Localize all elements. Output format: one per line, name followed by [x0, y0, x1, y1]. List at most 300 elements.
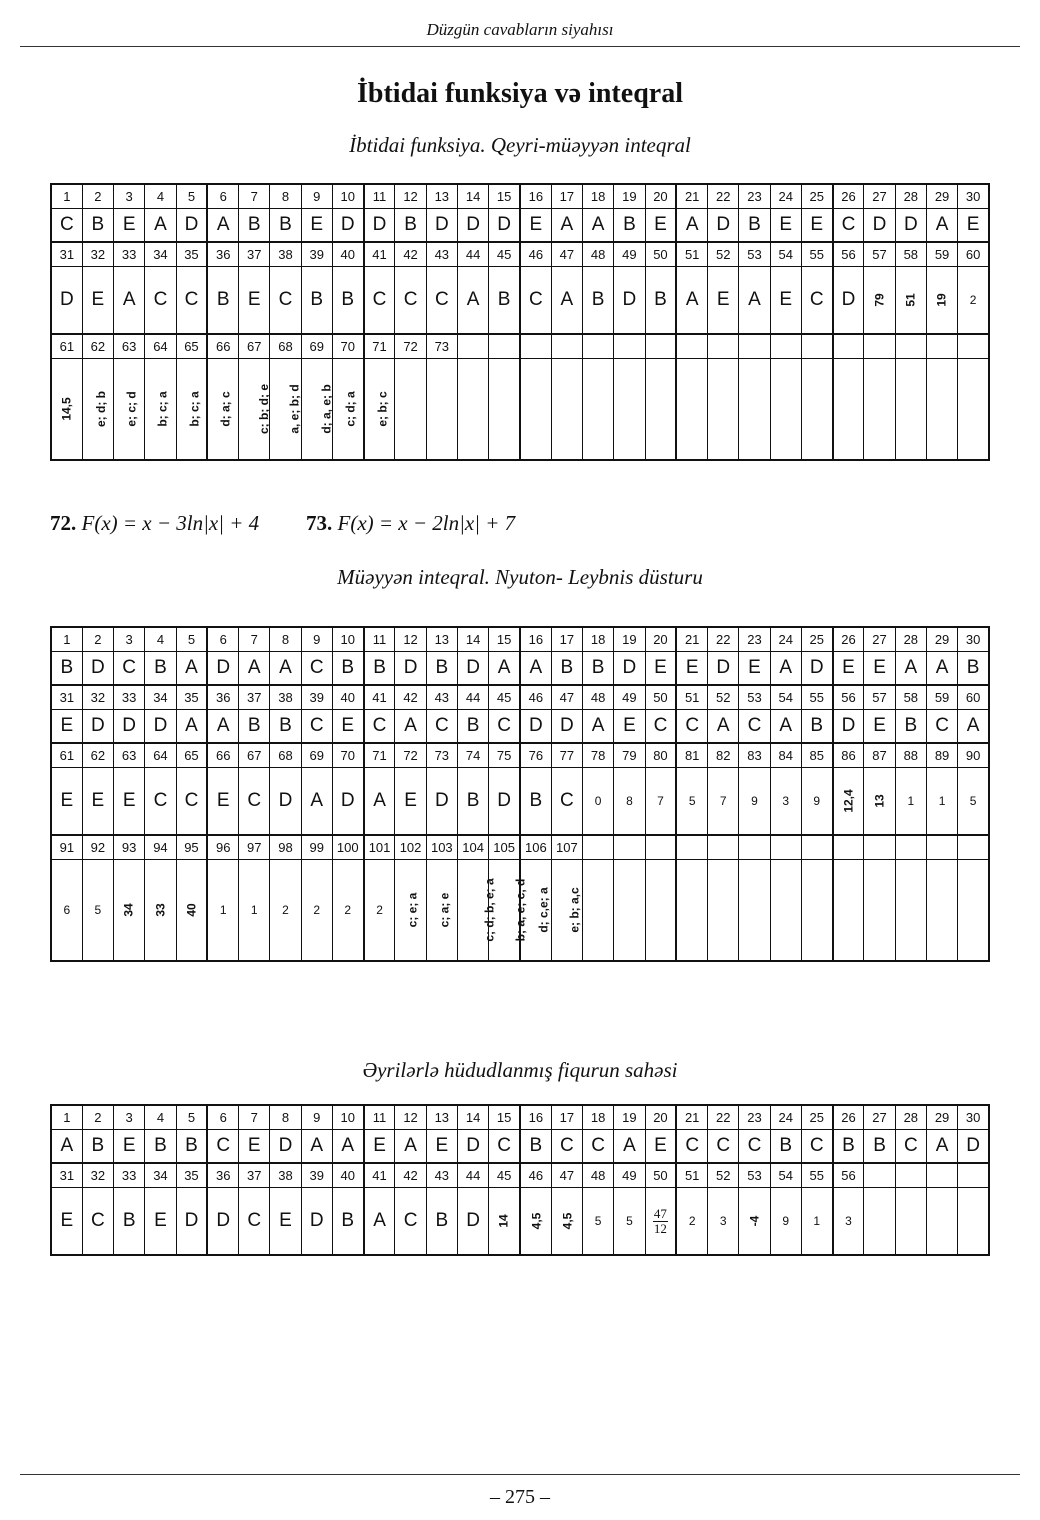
question-number-cell: 33 [114, 1163, 145, 1188]
answer-cell: C [82, 1188, 113, 1256]
answer-cell: D [364, 209, 395, 243]
number-row [51, 743, 989, 768]
answer-cell: B [958, 652, 989, 686]
question-number-cell: 107 [551, 835, 582, 860]
answer-cell: B [551, 652, 582, 686]
answer-cell: E [207, 768, 238, 836]
answer-cell: C [833, 209, 864, 243]
question-number-cell: 2 [82, 627, 113, 652]
number-row [51, 1163, 989, 1188]
question-number-cell: 42 [395, 1163, 426, 1188]
answer-cell: D [82, 652, 113, 686]
question-number-cell: 40 [332, 1163, 363, 1188]
question-number-cell: 36 [207, 242, 238, 267]
question-number-cell: 45 [489, 1163, 520, 1188]
question-number-cell: 47 [551, 685, 582, 710]
answer-cell [364, 359, 395, 461]
question-number-cell: 32 [82, 1163, 113, 1188]
question-number-cell: 48 [583, 1163, 614, 1188]
question-number-cell: 25 [801, 1105, 832, 1130]
question-number-cell [895, 835, 926, 860]
answer-cell: 5 [676, 768, 707, 836]
question-number-cell: 17 [551, 627, 582, 652]
question-number-cell: 48 [583, 242, 614, 267]
answer-cell: E [364, 1130, 395, 1164]
answer-cell: A [926, 652, 957, 686]
question-number-cell: 37 [239, 242, 270, 267]
answer-cell: A [270, 652, 301, 686]
question-number-cell: 20 [645, 1105, 676, 1130]
question-number-cell: 40 [332, 685, 363, 710]
question-number-cell: 66 [207, 743, 238, 768]
question-number-cell: 24 [770, 184, 801, 209]
answer-cell [864, 359, 895, 461]
answer-cell: B [145, 1130, 176, 1164]
question-number-cell: 38 [270, 1163, 301, 1188]
question-number-cell: 13 [426, 627, 457, 652]
question-number-cell: 43 [426, 242, 457, 267]
answer-cell: E [708, 267, 739, 335]
answer-cell: 1 [239, 860, 270, 962]
answer-cell: E [114, 1130, 145, 1164]
answer-cell [82, 359, 113, 461]
question-number-cell: 88 [895, 743, 926, 768]
answer-cell: B [739, 209, 770, 243]
answer-cell: E [145, 1188, 176, 1256]
answer-cell: D [457, 1188, 488, 1256]
question-number-cell: 94 [145, 835, 176, 860]
question-number-cell [520, 334, 551, 359]
question-number-cell: 53 [739, 685, 770, 710]
answer-cell: C [364, 710, 395, 744]
answer-cell: E [833, 652, 864, 686]
answer-cell: A [958, 710, 989, 744]
question-number-cell: 69 [301, 334, 332, 359]
answer-cell: A [489, 652, 520, 686]
answer-cell: A [520, 652, 551, 686]
answer-cell: A [301, 768, 332, 836]
answer-cell: C [364, 267, 395, 335]
question-number-cell: 57 [864, 685, 895, 710]
question-number-cell [770, 835, 801, 860]
answer-cell [114, 359, 145, 461]
answer-cell [583, 860, 614, 962]
question-number-cell: 99 [301, 835, 332, 860]
answer-cell: D [958, 1130, 989, 1164]
question-number-cell: 50 [645, 1163, 676, 1188]
answer-row [51, 209, 989, 243]
answer-cell: A [614, 1130, 645, 1164]
answer-cell: C [489, 1130, 520, 1164]
question-number-cell: 83 [739, 743, 770, 768]
answer-cell: C [301, 710, 332, 744]
answer-row [51, 1188, 989, 1256]
question-number-cell: 91 [51, 835, 82, 860]
question-number-cell: 45 [489, 685, 520, 710]
question-number-cell: 34 [145, 685, 176, 710]
question-number-cell: 96 [207, 835, 238, 860]
answer-cell: E [51, 768, 82, 836]
question-number-cell: 2 [82, 184, 113, 209]
answer-cell: E [739, 652, 770, 686]
answer-cell: C [145, 267, 176, 335]
answer-cell: B [426, 652, 457, 686]
question-number-cell: 40 [332, 242, 363, 267]
answer-row [51, 359, 989, 461]
question-number-cell: 24 [770, 1105, 801, 1130]
rotated-answer: e; c; d [124, 391, 139, 427]
question-number-cell: 22 [708, 184, 739, 209]
question-number-cell [895, 1163, 926, 1188]
answer-cell: A [457, 267, 488, 335]
question-number-cell: 13 [426, 184, 457, 209]
question-number-cell: 20 [645, 184, 676, 209]
question-number-cell: 1 [51, 627, 82, 652]
answer-row [51, 710, 989, 744]
question-number-cell: 19 [614, 1105, 645, 1130]
answer-cell: A [739, 267, 770, 335]
question-number-cell: 30 [958, 627, 989, 652]
answer-cell: D [457, 209, 488, 243]
answer-table-3 [50, 1104, 990, 1256]
question-number-cell: 62 [82, 743, 113, 768]
question-number-cell: 58 [895, 242, 926, 267]
answer-cell: B [176, 1130, 207, 1164]
question-number-cell: 47 [551, 1163, 582, 1188]
answer-cell: B [426, 1188, 457, 1256]
question-number-cell [770, 334, 801, 359]
question-number-cell [926, 334, 957, 359]
question-number-cell: 6 [207, 1105, 238, 1130]
answer-cell: C [676, 1130, 707, 1164]
answer-cell [833, 860, 864, 962]
answer-cell: D [457, 1130, 488, 1164]
question-number-cell: 69 [301, 743, 332, 768]
answer-cell: A [51, 1130, 82, 1164]
answer-cell: B [583, 267, 614, 335]
rotated-answer: 79 [872, 293, 887, 307]
question-number-cell: 48 [583, 685, 614, 710]
number-row [51, 835, 989, 860]
question-number-cell: 8 [270, 627, 301, 652]
question-number-cell: 35 [176, 685, 207, 710]
answer-cell: A [364, 768, 395, 836]
question-number-cell: 31 [51, 1163, 82, 1188]
answer-cell: A [395, 710, 426, 744]
question-number-cell [739, 835, 770, 860]
question-number-cell: 39 [301, 1163, 332, 1188]
answer-cell: D [614, 267, 645, 335]
answer-cell: D [489, 209, 520, 243]
question-number-cell: 30 [958, 1105, 989, 1130]
answer-cell [426, 359, 457, 461]
question-number-cell [457, 334, 488, 359]
question-number-cell: 55 [801, 242, 832, 267]
rotated-answer: d; c,e; a [536, 887, 551, 933]
answer-cell: B [489, 267, 520, 335]
question-number-cell [864, 334, 895, 359]
number-row [51, 685, 989, 710]
question-number-cell: 102 [395, 835, 426, 860]
rotated-answer: b; c; a [187, 391, 202, 427]
question-number-cell: 32 [82, 685, 113, 710]
question-number-cell: 4 [145, 627, 176, 652]
answer-cell: E [82, 267, 113, 335]
question-number-cell: 71 [364, 334, 395, 359]
answer-cell: B [82, 1130, 113, 1164]
question-number-cell: 16 [520, 184, 551, 209]
answer-cell: C [926, 710, 957, 744]
question-number-cell: 3 [114, 1105, 145, 1130]
answer-cell: B [114, 1188, 145, 1256]
answer-cell: C [676, 710, 707, 744]
answer-cell: A [676, 267, 707, 335]
question-number-cell: 15 [489, 627, 520, 652]
answer-cell: A [176, 710, 207, 744]
formula-73: 73. F(x) = x − 2ln|x| + 7 [306, 511, 516, 535]
question-number-cell: 8 [270, 1105, 301, 1130]
answer-cell: C [551, 1130, 582, 1164]
question-number-cell: 85 [801, 743, 832, 768]
answer-cell: D [51, 267, 82, 335]
question-number-cell: 8 [270, 184, 301, 209]
answer-cell: B [51, 652, 82, 686]
answer-cell: C [801, 267, 832, 335]
question-number-cell: 18 [583, 184, 614, 209]
question-number-cell: 21 [676, 1105, 707, 1130]
answer-cell: C [739, 710, 770, 744]
rotated-answer: 51 [903, 293, 918, 307]
question-number-cell: 66 [207, 334, 238, 359]
answer-cell [489, 1188, 520, 1256]
question-number-cell: 31 [51, 685, 82, 710]
answer-cell [926, 860, 957, 962]
question-number-cell: 6 [207, 627, 238, 652]
question-number-cell: 54 [770, 242, 801, 267]
rotated-answer: 14 [497, 1214, 512, 1228]
question-number-cell: 17 [551, 1105, 582, 1130]
question-number-cell: 26 [833, 1105, 864, 1130]
answer-cell: B [520, 768, 551, 836]
question-number-cell: 43 [426, 1163, 457, 1188]
answer-cell: E [864, 710, 895, 744]
answer-cell: B [332, 1188, 363, 1256]
question-number-cell [551, 334, 582, 359]
question-number-cell: 53 [739, 242, 770, 267]
answer-cell: E [332, 710, 363, 744]
question-number-cell: 70 [332, 334, 363, 359]
answer-cell: C [301, 652, 332, 686]
question-number-cell: 44 [457, 242, 488, 267]
answer-cell: A [114, 267, 145, 335]
question-number-cell [583, 835, 614, 860]
question-number-cell [926, 1163, 957, 1188]
question-number-cell: 26 [833, 627, 864, 652]
question-number-cell: 59 [926, 685, 957, 710]
question-number-cell: 65 [176, 334, 207, 359]
answer-cell [551, 1188, 582, 1256]
answer-cell: 0 [583, 768, 614, 836]
question-number-cell: 46 [520, 685, 551, 710]
answer-cell: 7 [645, 768, 676, 836]
question-number-cell: 26 [833, 184, 864, 209]
question-number-cell: 74 [457, 743, 488, 768]
answer-cell: A [239, 652, 270, 686]
section-heading-1: İbtidai funksiya. Qeyri-müəyyən inteqral [349, 133, 691, 157]
answer-cell: 9 [801, 768, 832, 836]
answer-cell: D [301, 1188, 332, 1256]
answer-cell: A [926, 1130, 957, 1164]
question-number-cell [739, 334, 770, 359]
answer-cell: B [332, 267, 363, 335]
answer-cell [958, 359, 989, 461]
answer-cell [489, 359, 520, 461]
answer-cell [801, 359, 832, 461]
answer-cell: B [270, 209, 301, 243]
answer-cell: D [332, 768, 363, 836]
answer-cell: B [614, 209, 645, 243]
answer-cell [520, 1188, 551, 1256]
answer-cell: C [583, 1130, 614, 1164]
answer-cell: 2 [301, 860, 332, 962]
answer-cell: C [145, 768, 176, 836]
question-number-cell: 18 [583, 1105, 614, 1130]
question-number-cell: 78 [583, 743, 614, 768]
answer-cell: A [708, 710, 739, 744]
rotated-answer: 33 [153, 903, 168, 917]
answer-cell: C [239, 768, 270, 836]
answer-cell: D [176, 209, 207, 243]
question-number-cell: 50 [645, 685, 676, 710]
question-number-cell: 80 [645, 743, 676, 768]
question-number-cell: 49 [614, 685, 645, 710]
answer-cell: D [145, 710, 176, 744]
answer-cell: D [801, 652, 832, 686]
number-row [51, 242, 989, 267]
answer-cell [833, 768, 864, 836]
answer-cell: 3 [708, 1188, 739, 1256]
question-number-cell: 32 [82, 242, 113, 267]
answer-cell: D [708, 652, 739, 686]
question-number-cell: 51 [676, 1163, 707, 1188]
answer-cell [926, 267, 957, 335]
answer-cell [708, 860, 739, 962]
answer-cell: 6 [51, 860, 82, 962]
answer-cell: D [833, 267, 864, 335]
answer-cell: B [395, 209, 426, 243]
answer-cell: A [770, 652, 801, 686]
answer-cell: D [489, 768, 520, 836]
question-number-cell: 59 [926, 242, 957, 267]
question-number-cell: 5 [176, 184, 207, 209]
question-number-cell: 103 [426, 835, 457, 860]
question-number-cell: 7 [239, 627, 270, 652]
question-number-cell: 46 [520, 1163, 551, 1188]
formula-72: 72. F(x) = x − 3ln|x| + 4 [50, 511, 260, 535]
answer-cell: A [551, 267, 582, 335]
rotated-answer: c; b; d; e [257, 384, 272, 434]
question-number-cell: 67 [239, 743, 270, 768]
answer-cell [864, 768, 895, 836]
question-number-cell: 39 [301, 242, 332, 267]
answer-cell [270, 359, 301, 461]
answer-cell: E [82, 768, 113, 836]
page-number: – 275 – [490, 1486, 550, 1508]
answer-cell [176, 860, 207, 962]
answer-cell: E [645, 1130, 676, 1164]
page-title: İbtidai funksiya və inteqral [357, 78, 683, 109]
answer-cell: E [801, 209, 832, 243]
answer-cell: B [895, 710, 926, 744]
number-row [51, 334, 989, 359]
question-number-cell: 7 [239, 184, 270, 209]
number-row [51, 184, 989, 209]
question-number-cell: 87 [864, 743, 895, 768]
answer-cell: B [770, 1130, 801, 1164]
question-number-cell: 23 [739, 184, 770, 209]
question-number-cell: 9 [301, 1105, 332, 1130]
question-number-cell: 104 [457, 835, 488, 860]
question-number-cell: 82 [708, 743, 739, 768]
rotated-answer: 19 [935, 293, 950, 307]
question-number-cell: 16 [520, 627, 551, 652]
rotated-answer: 14,5 [59, 397, 74, 421]
question-number-cell: 54 [770, 1163, 801, 1188]
question-number-cell: 12 [395, 184, 426, 209]
question-number-cell: 7 [239, 1105, 270, 1130]
answer-cell [833, 359, 864, 461]
answer-cell: E [614, 710, 645, 744]
answer-cell: B [457, 768, 488, 836]
answer-cell: E [239, 1130, 270, 1164]
question-number-cell: 31 [51, 242, 82, 267]
answer-cell: C [520, 267, 551, 335]
answer-cell [895, 267, 926, 335]
question-number-cell [833, 835, 864, 860]
answer-cell: D [207, 1188, 238, 1256]
question-number-cell: 44 [457, 1163, 488, 1188]
answer-cell: A [395, 1130, 426, 1164]
question-number-cell: 47 [551, 242, 582, 267]
answer-cell [645, 359, 676, 461]
question-number-cell: 12 [395, 1105, 426, 1130]
question-number-cell: 17 [551, 184, 582, 209]
question-number-cell [864, 835, 895, 860]
answer-cell: 2 [364, 860, 395, 962]
number-row [51, 627, 989, 652]
rotated-answer: e; d; b [93, 391, 108, 427]
answer-cell [239, 359, 270, 461]
rotated-answer: 40 [184, 903, 199, 917]
rotated-answer: 34 [122, 903, 137, 917]
answer-cell: C [739, 1130, 770, 1164]
answer-cell: C [207, 1130, 238, 1164]
question-number-cell: 68 [270, 743, 301, 768]
answer-cell: B [301, 267, 332, 335]
header-rule [20, 46, 1020, 47]
question-number-cell: 51 [676, 242, 707, 267]
question-number-cell: 18 [583, 627, 614, 652]
question-number-cell: 79 [614, 743, 645, 768]
question-number-cell: 49 [614, 242, 645, 267]
answer-cell: D [82, 710, 113, 744]
question-number-cell: 1 [51, 184, 82, 209]
answer-table-1 [50, 183, 990, 461]
question-number-cell: 54 [770, 685, 801, 710]
answer-cell: D [426, 768, 457, 836]
question-number-cell: 3 [114, 627, 145, 652]
answer-cell: A [583, 710, 614, 744]
